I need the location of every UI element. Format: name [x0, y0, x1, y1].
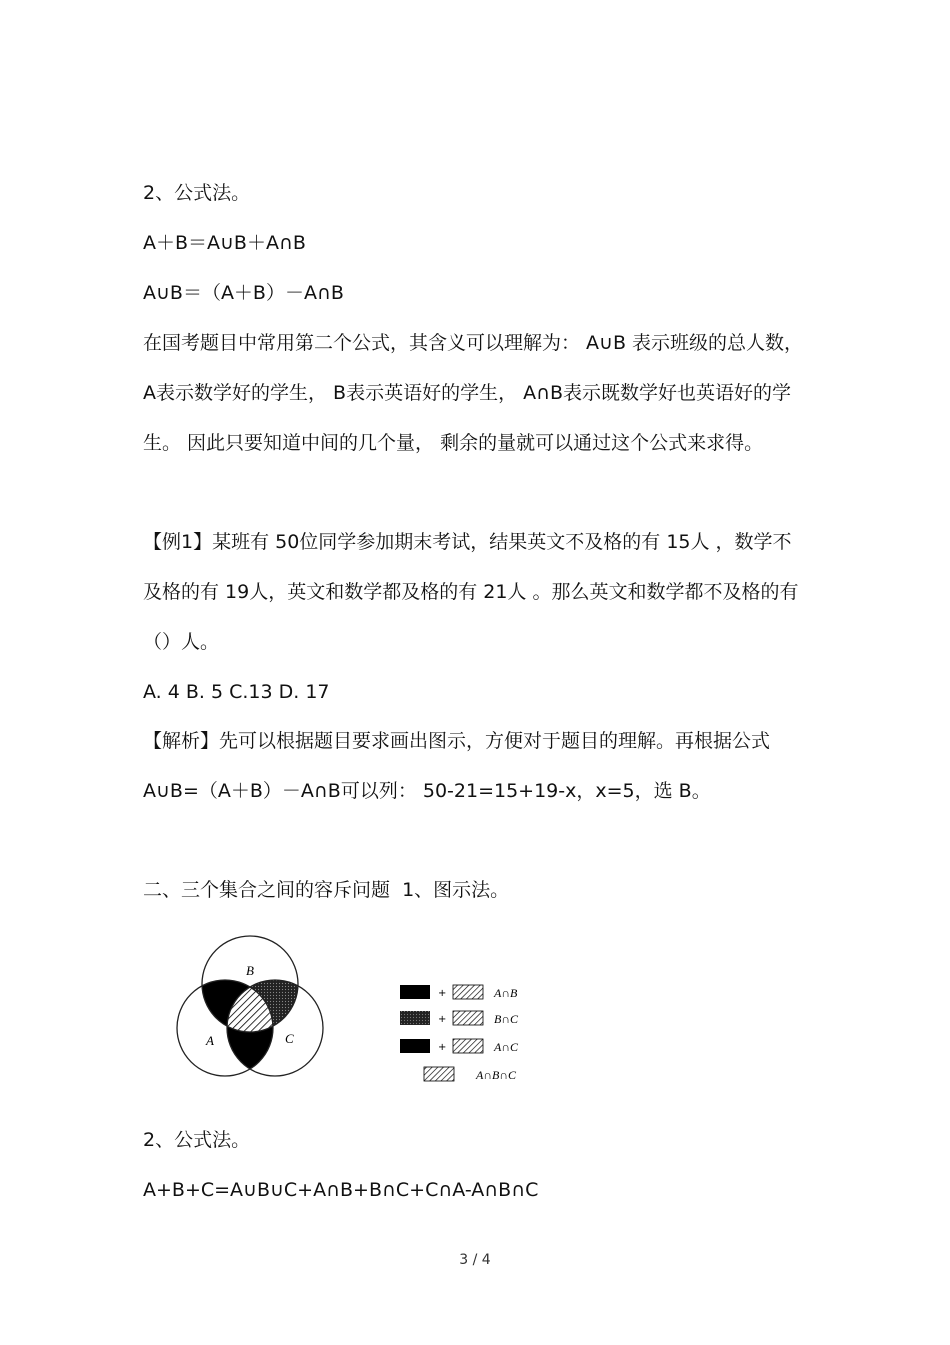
formula-2: A∪B＝（A＋B）－A∩B [143, 282, 344, 304]
analysis-paragraph: 【解析】先可以根据题目要求画出图示，方便对于题目的理解。再根据公式 A∪B=（A＋B）－A∩B可以列： 50-21=15+19-x，x=5，选 B。 [143, 730, 771, 802]
legend-row-ab [400, 985, 518, 1000]
explanation-paragraph: 在国考题目中常用第二个公式，其含义可以理解为： A∪B 表示班级的总人数， A表示数学好的学生， B表示英语好的学生， A∩B表示既数学好也英语好的学生。 因此只要知道中间的几个量， 剩余的量就可以通过这个公式来求得。 [143, 332, 804, 454]
section2-subheading: 2、公式法。 [143, 1129, 251, 1151]
section1-heading: 2、公式法。 [143, 182, 251, 204]
legend-row-ac [400, 1039, 519, 1054]
answer-options: A. 4 B. 5 C.13 D. 17 [143, 681, 330, 703]
example-paragraph: 【例1】某班有 50位同学参加期末考试，结果英文不及格的有 15人 ，数学不及格的有 19人，英文和数学都及格的有 21人 。那么英文和数学都不及格的有（）人。 [143, 531, 799, 653]
formula-1: A＋B＝A∪B＋A∩B [143, 232, 306, 254]
section2-heading: 二、三个集合之间的容斥问题 1、图示法。 [143, 879, 510, 901]
label-b: B [246, 963, 254, 978]
hatched-swatch [453, 1011, 483, 1025]
legend-row-abc [424, 1067, 517, 1082]
legend-row-bc [400, 1011, 519, 1026]
three-set-formula: A+B+C=A∪B∪C+A∩B+B∩C+C∩A-A∩B∩C [143, 1179, 539, 1201]
plus-sign: + [438, 988, 447, 999]
venn-legend [400, 980, 560, 1090]
hatched-swatch [453, 1039, 483, 1053]
page-number: 3 / 4 [459, 1252, 491, 1268]
black-swatch [400, 985, 430, 999]
legend-label: A∩B [494, 986, 518, 1000]
hatched-swatch [424, 1067, 454, 1081]
label-c: C [285, 1031, 294, 1046]
plus-sign: + [438, 1014, 447, 1025]
legend-label: B∩C [494, 1012, 518, 1026]
label-a: A [206, 1033, 214, 1048]
legend-label: A∩B∩C [476, 1068, 516, 1082]
plus-sign: + [438, 1042, 447, 1053]
hatched-swatch [453, 985, 483, 999]
dotted-swatch [400, 1011, 430, 1025]
legend-label: A∩C [494, 1040, 518, 1054]
black-swatch [400, 1039, 430, 1053]
